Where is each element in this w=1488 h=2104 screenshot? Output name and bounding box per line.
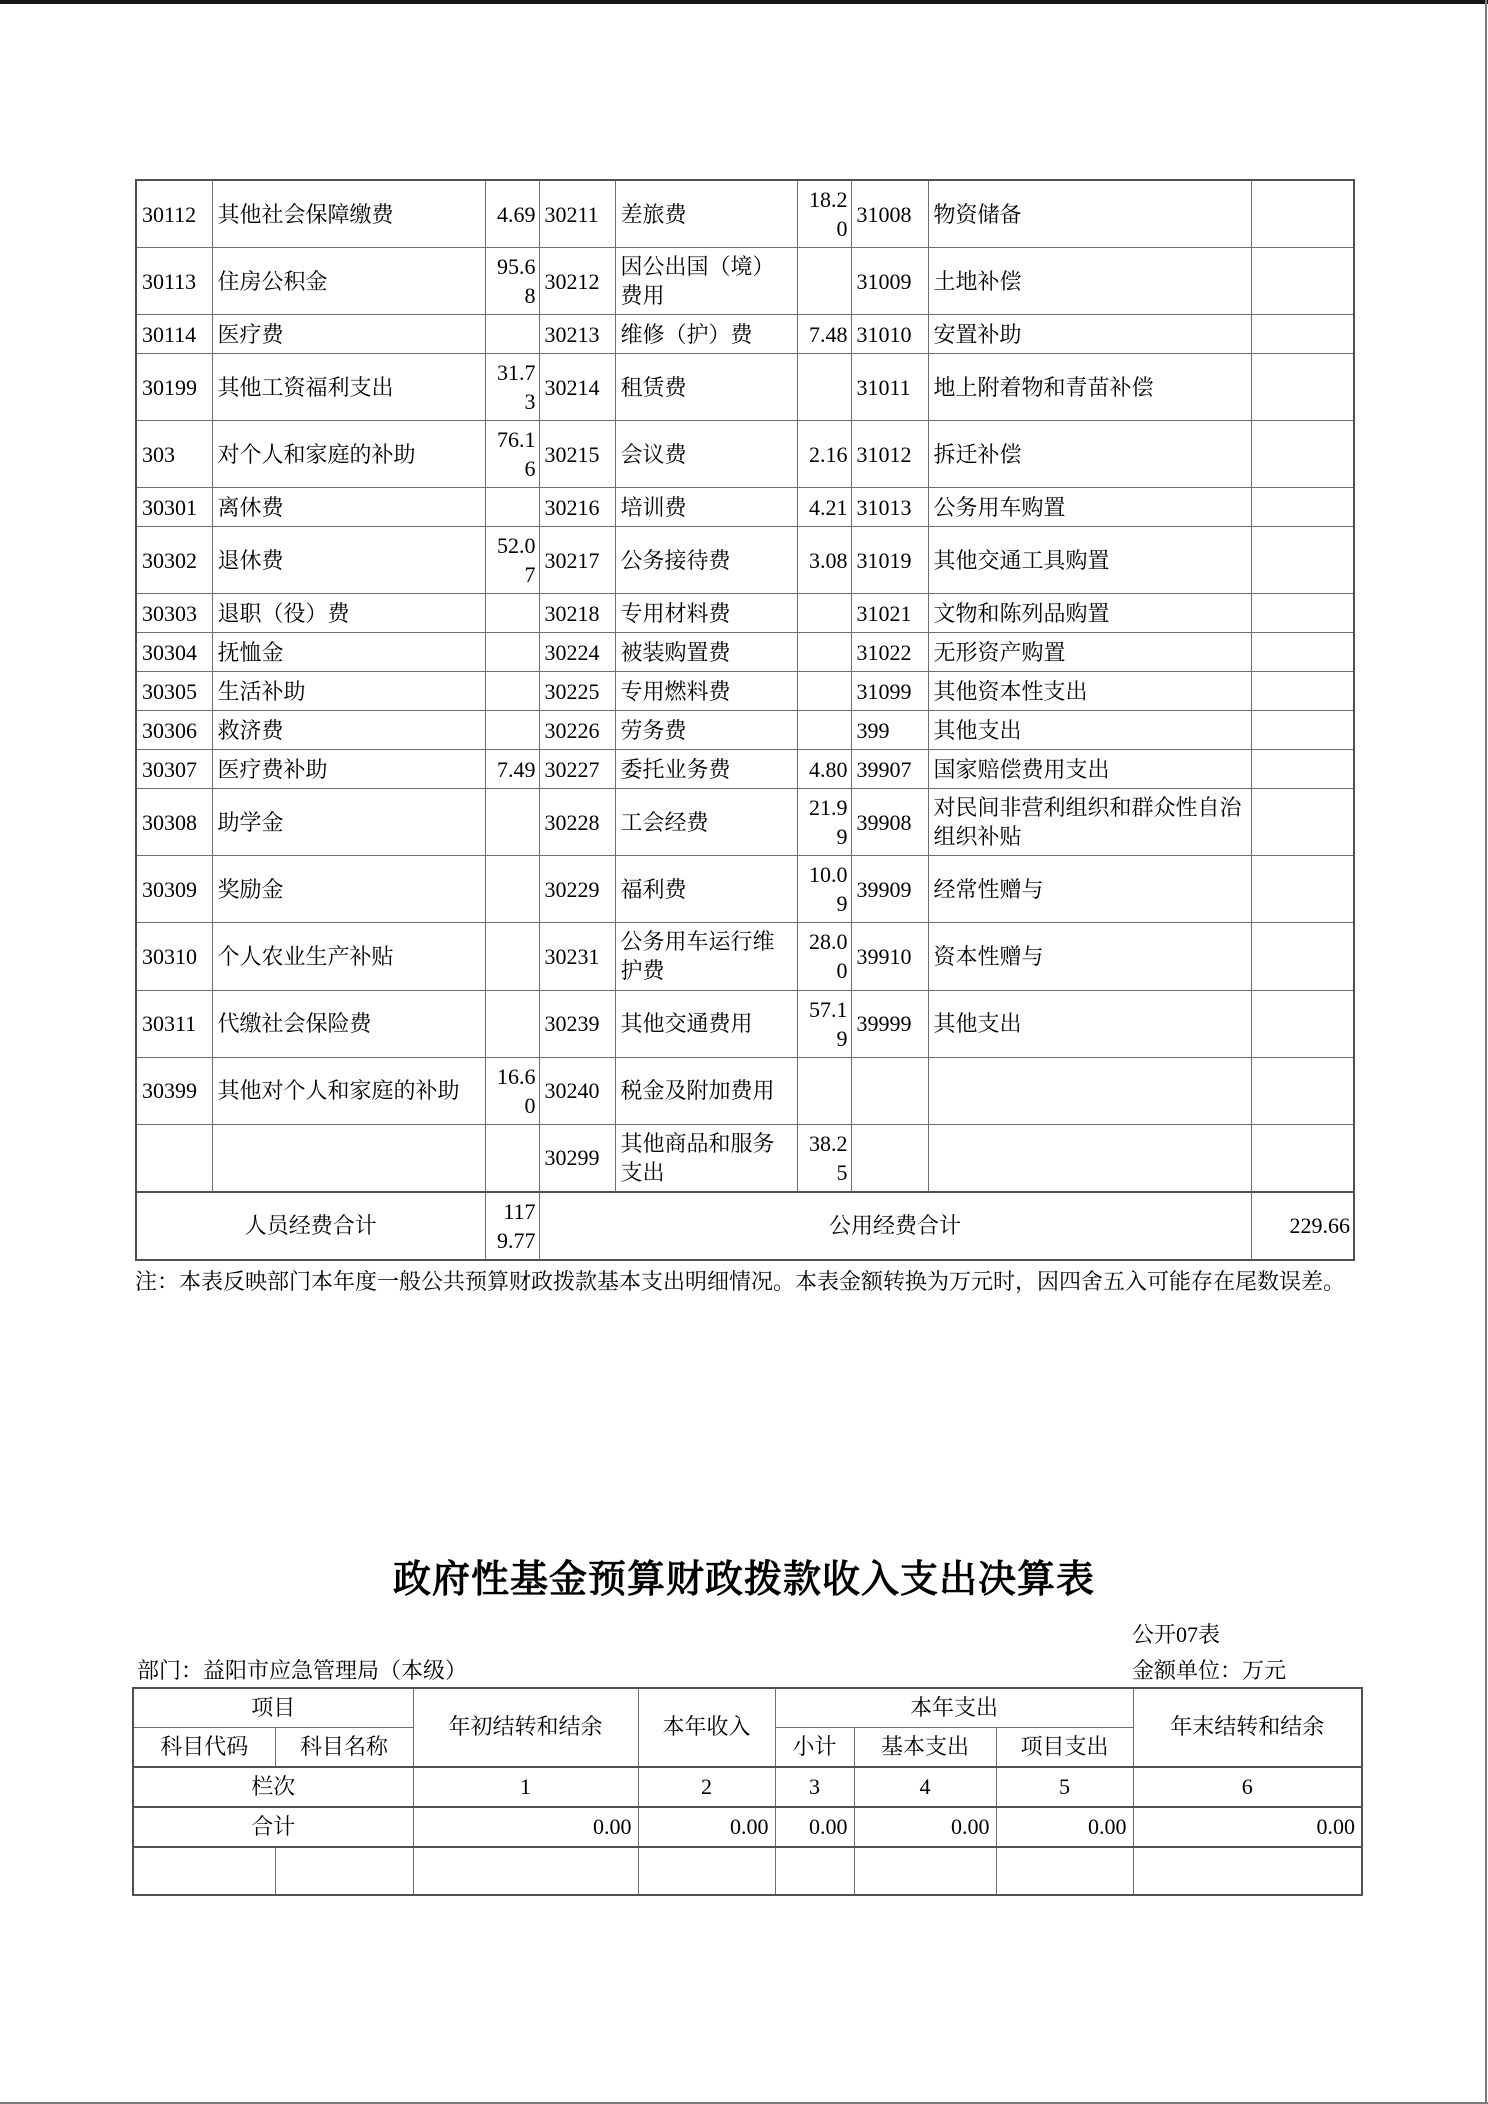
value-cell (485, 315, 539, 354)
name-cell: 生活补助 (212, 672, 485, 711)
current-year-expenditure-header: 本年支出 (775, 1688, 1133, 1728)
value-cell: 4.69 (485, 180, 539, 248)
total-closing-balance: 0.00 (1133, 1807, 1362, 1847)
empty-cell (133, 1847, 275, 1895)
code-cell: 30304 (136, 633, 212, 672)
value-cell (485, 633, 539, 672)
table1-row (136, 711, 1354, 750)
code-cell: 39999 (851, 990, 928, 1057)
personnel-funds-total-label: 人员经费合计 (136, 1192, 485, 1260)
name-cell: 劳务费 (615, 711, 797, 750)
code-cell: 30199 (136, 354, 212, 421)
value-cell: 31.73 (485, 354, 539, 421)
code-cell: 30231 (539, 923, 615, 990)
value-cell (1251, 672, 1354, 711)
value-cell (797, 1057, 851, 1124)
name-cell (212, 1124, 485, 1192)
value-cell (485, 856, 539, 923)
code-cell: 30309 (136, 856, 212, 923)
column-index-label: 栏次 (133, 1767, 413, 1807)
code-cell: 31019 (851, 527, 928, 594)
amount-unit-label: 金额单位：万元 (1132, 1658, 1287, 1683)
subject-name-header: 科目名称 (275, 1728, 413, 1768)
name-cell: 奖励金 (212, 856, 485, 923)
name-cell: 租赁费 (615, 354, 797, 421)
value-cell: 95.68 (485, 248, 539, 315)
code-cell: 39909 (851, 856, 928, 923)
total-basic-expenditure: 0.00 (854, 1807, 996, 1847)
name-cell (928, 1124, 1251, 1192)
code-cell: 39908 (851, 789, 928, 856)
name-cell: 抚恤金 (212, 633, 485, 672)
value-cell (1251, 923, 1354, 990)
empty-cell (996, 1847, 1133, 1895)
code-cell: 30214 (539, 354, 615, 421)
name-cell: 维修（护）费 (615, 315, 797, 354)
column-index-4: 4 (854, 1767, 996, 1807)
name-cell: 会议费 (615, 421, 797, 488)
table1-row (136, 180, 1354, 248)
column-index-3: 3 (775, 1767, 854, 1807)
code-cell (136, 1124, 212, 1192)
table1-row (136, 315, 1354, 354)
table-footnote: 注：本表反映部门本年度一般公共预算财政拨款基本支出明细情况。本表金额转换为万元时，因四舍五入可能存在尾数误差。 (135, 1268, 1346, 1294)
code-cell: 31010 (851, 315, 928, 354)
name-cell: 培训费 (615, 488, 797, 527)
value-cell: 4.21 (797, 488, 851, 527)
code-cell: 30302 (136, 527, 212, 594)
opening-balance-header: 年初结转和结余 (413, 1688, 638, 1767)
name-cell: 地上附着物和青苗补偿 (928, 354, 1251, 421)
code-cell: 30213 (539, 315, 615, 354)
value-cell: 28.00 (797, 923, 851, 990)
name-cell: 国家赔偿费用支出 (928, 750, 1251, 789)
empty-cell (638, 1847, 775, 1895)
code-cell: 30308 (136, 789, 212, 856)
code-cell: 30299 (539, 1124, 615, 1192)
value-cell (1251, 354, 1354, 421)
code-cell: 303 (136, 421, 212, 488)
name-cell: 其他交通费用 (615, 990, 797, 1057)
name-cell: 其他支出 (928, 711, 1251, 750)
value-cell: 52.07 (485, 527, 539, 594)
value-cell (1251, 527, 1354, 594)
table1-footer (136, 1192, 1354, 1260)
value-cell (797, 354, 851, 421)
value-cell (797, 711, 851, 750)
name-cell: 税金及附加费用 (615, 1057, 797, 1124)
basic-expenditure-header: 基本支出 (854, 1728, 996, 1768)
value-cell (1251, 856, 1354, 923)
value-cell: 10.09 (797, 856, 851, 923)
code-cell: 30113 (136, 248, 212, 315)
column-index-5: 5 (996, 1767, 1133, 1807)
table2-total-label: 合计 (133, 1807, 413, 1847)
empty-cell (275, 1847, 413, 1895)
subject-code-header: 科目代码 (133, 1728, 275, 1768)
code-cell: 30311 (136, 990, 212, 1057)
name-cell: 其他社会保障缴费 (212, 180, 485, 248)
code-cell: 39910 (851, 923, 928, 990)
code-cell: 30216 (539, 488, 615, 527)
public-funds-total-label: 公用经费合计 (539, 1192, 1251, 1260)
table2-empty-row (133, 1847, 1362, 1895)
empty-cell (854, 1847, 996, 1895)
name-cell: 个人农业生产补贴 (212, 923, 485, 990)
code-cell: 30307 (136, 750, 212, 789)
table2-header-row-1 (133, 1688, 1362, 1728)
empty-cell (775, 1847, 854, 1895)
value-cell (797, 248, 851, 315)
name-cell: 对民间非营利组织和群众性自治组织补贴 (928, 789, 1251, 856)
name-cell: 其他工资福利支出 (212, 354, 485, 421)
value-cell: 38.25 (797, 1124, 851, 1192)
value-cell: 7.48 (797, 315, 851, 354)
current-year-income-header: 本年收入 (638, 1688, 775, 1767)
value-cell (1251, 789, 1354, 856)
code-cell: 31008 (851, 180, 928, 248)
code-cell: 31009 (851, 248, 928, 315)
value-cell (485, 488, 539, 527)
subtotal-header: 小计 (775, 1728, 854, 1768)
code-cell: 30212 (539, 248, 615, 315)
code-cell: 30229 (539, 856, 615, 923)
name-cell: 资本性赠与 (928, 923, 1251, 990)
value-cell (1251, 1057, 1354, 1124)
code-cell: 30215 (539, 421, 615, 488)
value-cell: 2.16 (797, 421, 851, 488)
public-funds-total-value: 229.66 (1251, 1192, 1354, 1260)
name-cell: 其他商品和服务支出 (615, 1124, 797, 1192)
value-cell: 76.16 (485, 421, 539, 488)
page-top-edge (0, 0, 1488, 4)
code-cell: 31012 (851, 421, 928, 488)
table1-row (136, 248, 1354, 315)
value-cell: 16.60 (485, 1057, 539, 1124)
name-cell: 福利费 (615, 856, 797, 923)
table1-row (136, 488, 1354, 527)
closing-balance-header: 年末结转和结余 (1133, 1688, 1362, 1767)
table1-row (136, 923, 1354, 990)
name-cell: 离休费 (212, 488, 485, 527)
value-cell (1251, 488, 1354, 527)
value-cell (485, 1124, 539, 1192)
table1-totals-row (136, 1192, 1354, 1260)
name-cell: 救济费 (212, 711, 485, 750)
table1-row (136, 672, 1354, 711)
code-cell: 30303 (136, 594, 212, 633)
value-cell (1251, 180, 1354, 248)
value-cell (485, 923, 539, 990)
code-cell: 31013 (851, 488, 928, 527)
value-cell (485, 672, 539, 711)
code-cell: 30224 (539, 633, 615, 672)
code-cell: 30112 (136, 180, 212, 248)
name-cell: 其他交通工具购置 (928, 527, 1251, 594)
table1-row (136, 750, 1354, 789)
table1-row (136, 990, 1354, 1057)
table1-body (136, 180, 1354, 1192)
name-cell: 经常性赠与 (928, 856, 1251, 923)
gov-fund-table-title: 政府性基金预算财政拨款收入支出决算表 (392, 1559, 1095, 1601)
value-cell (485, 990, 539, 1057)
name-cell: 差旅费 (615, 180, 797, 248)
code-cell: 30228 (539, 789, 615, 856)
project-header: 项目 (133, 1688, 413, 1728)
basic-expenditure-detail-table (135, 179, 1355, 1261)
code-cell: 30306 (136, 711, 212, 750)
value-cell (485, 789, 539, 856)
code-cell: 39907 (851, 750, 928, 789)
total-current-income: 0.00 (638, 1807, 775, 1847)
personnel-funds-total-value: 1179.77 (485, 1192, 539, 1260)
name-cell: 医疗费 (212, 315, 485, 354)
value-cell (1251, 594, 1354, 633)
code-cell: 30114 (136, 315, 212, 354)
page-right-edge (1485, 0, 1487, 2104)
table1-row (136, 421, 1354, 488)
empty-cell (413, 1847, 638, 1895)
name-cell: 土地补偿 (928, 248, 1251, 315)
table1-row (136, 527, 1354, 594)
value-cell (797, 672, 851, 711)
value-cell (1251, 750, 1354, 789)
name-cell: 公务用车购置 (928, 488, 1251, 527)
name-cell: 安置补助 (928, 315, 1251, 354)
code-cell: 30305 (136, 672, 212, 711)
code-cell: 31099 (851, 672, 928, 711)
value-cell (1251, 1124, 1354, 1192)
code-cell: 30227 (539, 750, 615, 789)
column-index-row (133, 1767, 1362, 1807)
table1-row (136, 856, 1354, 923)
code-cell (851, 1057, 928, 1124)
name-cell: 住房公积金 (212, 248, 485, 315)
name-cell: 专用材料费 (615, 594, 797, 633)
name-cell: 其他资本性支出 (928, 672, 1251, 711)
table1-row (136, 354, 1354, 421)
name-cell: 助学金 (212, 789, 485, 856)
table2-total-row (133, 1807, 1362, 1847)
code-cell: 31011 (851, 354, 928, 421)
name-cell: 医疗费补助 (212, 750, 485, 789)
value-cell (1251, 711, 1354, 750)
basic-expenditure-section (135, 179, 1353, 1300)
total-subtotal: 0.00 (775, 1807, 854, 1847)
code-cell: 31022 (851, 633, 928, 672)
name-cell: 被装购置费 (615, 633, 797, 672)
value-cell (1251, 990, 1354, 1057)
table1-row (136, 789, 1354, 856)
empty-cell (1133, 1847, 1362, 1895)
value-cell: 18.20 (797, 180, 851, 248)
project-expenditure-header: 项目支出 (996, 1728, 1133, 1768)
column-index-1: 1 (413, 1767, 638, 1807)
name-cell: 工会经费 (615, 789, 797, 856)
value-cell (1251, 315, 1354, 354)
department-label: 部门：益阳市应急管理局（本级） (137, 1658, 468, 1683)
name-cell: 退休费 (212, 527, 485, 594)
code-cell: 30239 (539, 990, 615, 1057)
table1-row (136, 633, 1354, 672)
name-cell: 因公出国（境）费用 (615, 248, 797, 315)
name-cell: 退职（役）费 (212, 594, 485, 633)
name-cell: 公务接待费 (615, 527, 797, 594)
value-cell (1251, 248, 1354, 315)
value-cell (797, 594, 851, 633)
name-cell (928, 1057, 1251, 1124)
value-cell: 3.08 (797, 527, 851, 594)
code-cell: 31021 (851, 594, 928, 633)
value-cell: 7.49 (485, 750, 539, 789)
table-code-label: 公开07表 (1132, 1622, 1221, 1647)
code-cell (851, 1124, 928, 1192)
value-cell: 57.19 (797, 990, 851, 1057)
code-cell: 30240 (539, 1057, 615, 1124)
name-cell: 文物和陈列品购置 (928, 594, 1251, 633)
total-opening-balance: 0.00 (413, 1807, 638, 1847)
column-index-2: 2 (638, 1767, 775, 1807)
name-cell: 其他支出 (928, 990, 1251, 1057)
name-cell: 无形资产购置 (928, 633, 1251, 672)
table1-row (136, 1124, 1354, 1192)
code-cell: 30226 (539, 711, 615, 750)
table1-row (136, 594, 1354, 633)
code-cell: 30217 (539, 527, 615, 594)
code-cell: 30399 (136, 1057, 212, 1124)
code-cell: 30211 (539, 180, 615, 248)
name-cell: 公务用车运行维护费 (615, 923, 797, 990)
value-cell (485, 594, 539, 633)
value-cell (797, 633, 851, 672)
name-cell: 委托业务费 (615, 750, 797, 789)
total-project-expenditure: 0.00 (996, 1807, 1133, 1847)
name-cell: 专用燃料费 (615, 672, 797, 711)
value-cell: 4.80 (797, 750, 851, 789)
code-cell: 30225 (539, 672, 615, 711)
code-cell: 399 (851, 711, 928, 750)
table1-row (136, 1057, 1354, 1124)
value-cell: 21.99 (797, 789, 851, 856)
name-cell: 其他对个人和家庭的补助 (212, 1057, 485, 1124)
name-cell: 对个人和家庭的补助 (212, 421, 485, 488)
code-cell: 30301 (136, 488, 212, 527)
code-cell: 30310 (136, 923, 212, 990)
name-cell: 代缴社会保险费 (212, 990, 485, 1057)
value-cell (1251, 633, 1354, 672)
name-cell: 物资储备 (928, 180, 1251, 248)
code-cell: 30218 (539, 594, 615, 633)
gov-fund-budget-table (132, 1687, 1363, 1896)
column-index-6: 6 (1133, 1767, 1362, 1807)
name-cell: 拆迁补偿 (928, 421, 1251, 488)
value-cell (1251, 421, 1354, 488)
value-cell (485, 711, 539, 750)
